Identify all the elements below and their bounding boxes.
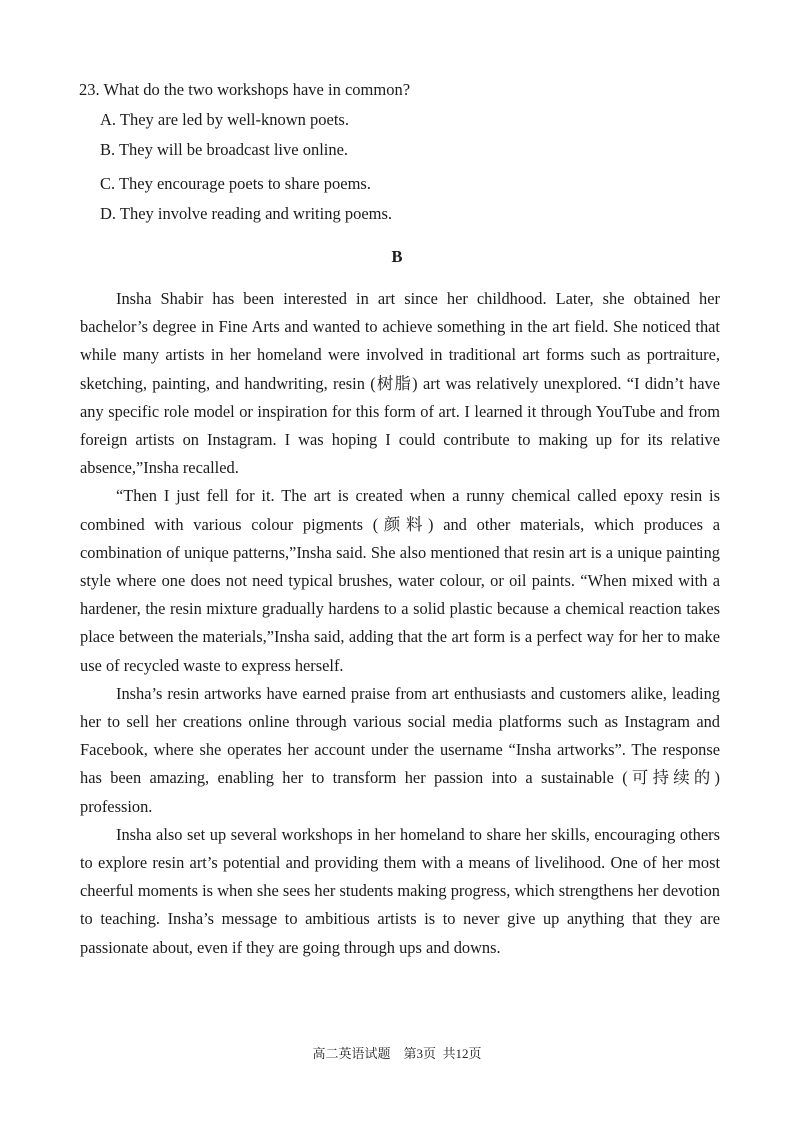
option-d: D. They involve reading and writing poems.	[100, 204, 393, 223]
passage-paragraph-3: Insha’s resin artworks have earned praise from art enthusiasts and customers alike, leading her to sell her creations online through various social media platforms such as Instagram and Facebook, where she operates her account under the username “Insha artworks”. The response has been amazing, enabling her to transform her passion into a sustainable (可持续的) profession.	[80, 683, 720, 816]
page-footer: 高二英语试题 第3页 共12页	[312, 1046, 482, 1061]
question-23	[79, 78, 739, 226]
passage-paragraph-4: Insha also set up several workshops in her homeland to share her skills, encouraging others to explore resin art’s potential and providing them with a means of livelihood. One of her most cheerful moments is when she sees her students making progress, which strengthens her devotion to teaching. Insha’s message to ambitious artists is to never give up anything that they are passionate about, even if they are going through ups and downs.	[80, 824, 720, 957]
option-b: B. They will be broadcast live online.	[100, 140, 349, 159]
section-heading: B	[391, 247, 403, 266]
option-c: C. They encourage poets to share poems.	[100, 174, 371, 193]
reading-passage	[80, 285, 720, 962]
question-stem: 23. What do the two workshops have in common?	[79, 80, 411, 99]
option-a: A. They are led by well-known poets.	[100, 110, 349, 129]
passage-paragraph-2: “Then I just fell for it. The art is created when a runny chemical called epoxy resin is combined with various colour pigments (颜料) and other materials, which produces a combination of unique patterns,”Insha said. She also mentioned that resin art is a unique painting style where one does not need typical brushes, water colour, or oil paints. “When mixed with a hardener, the resin mixture gradually hardens to a solid plastic because a chemical reaction takes place between the materials,”Insha said, adding that the art form is a perfect way for her to make use of recycled waste to express herself.	[80, 486, 720, 675]
passage-paragraph-1: Insha Shabir has been interested in art since her childhood. Later, she obtained her bachelor’s degree in Fine Arts and wanted to achieve something in the art field. She noticed that while many artists in her homeland were involved in traditional art forms such as portraiture, sketching, painting, and handwriting, resin (树脂) art was relatively unexplored. “I didn’t have any specific role model or inspiration for this form of art. I learned it through YouTube and from foreign artists on Instagram. I was hoping I could contribute to making up for its relative absence,”Insha recalled.	[80, 289, 720, 478]
